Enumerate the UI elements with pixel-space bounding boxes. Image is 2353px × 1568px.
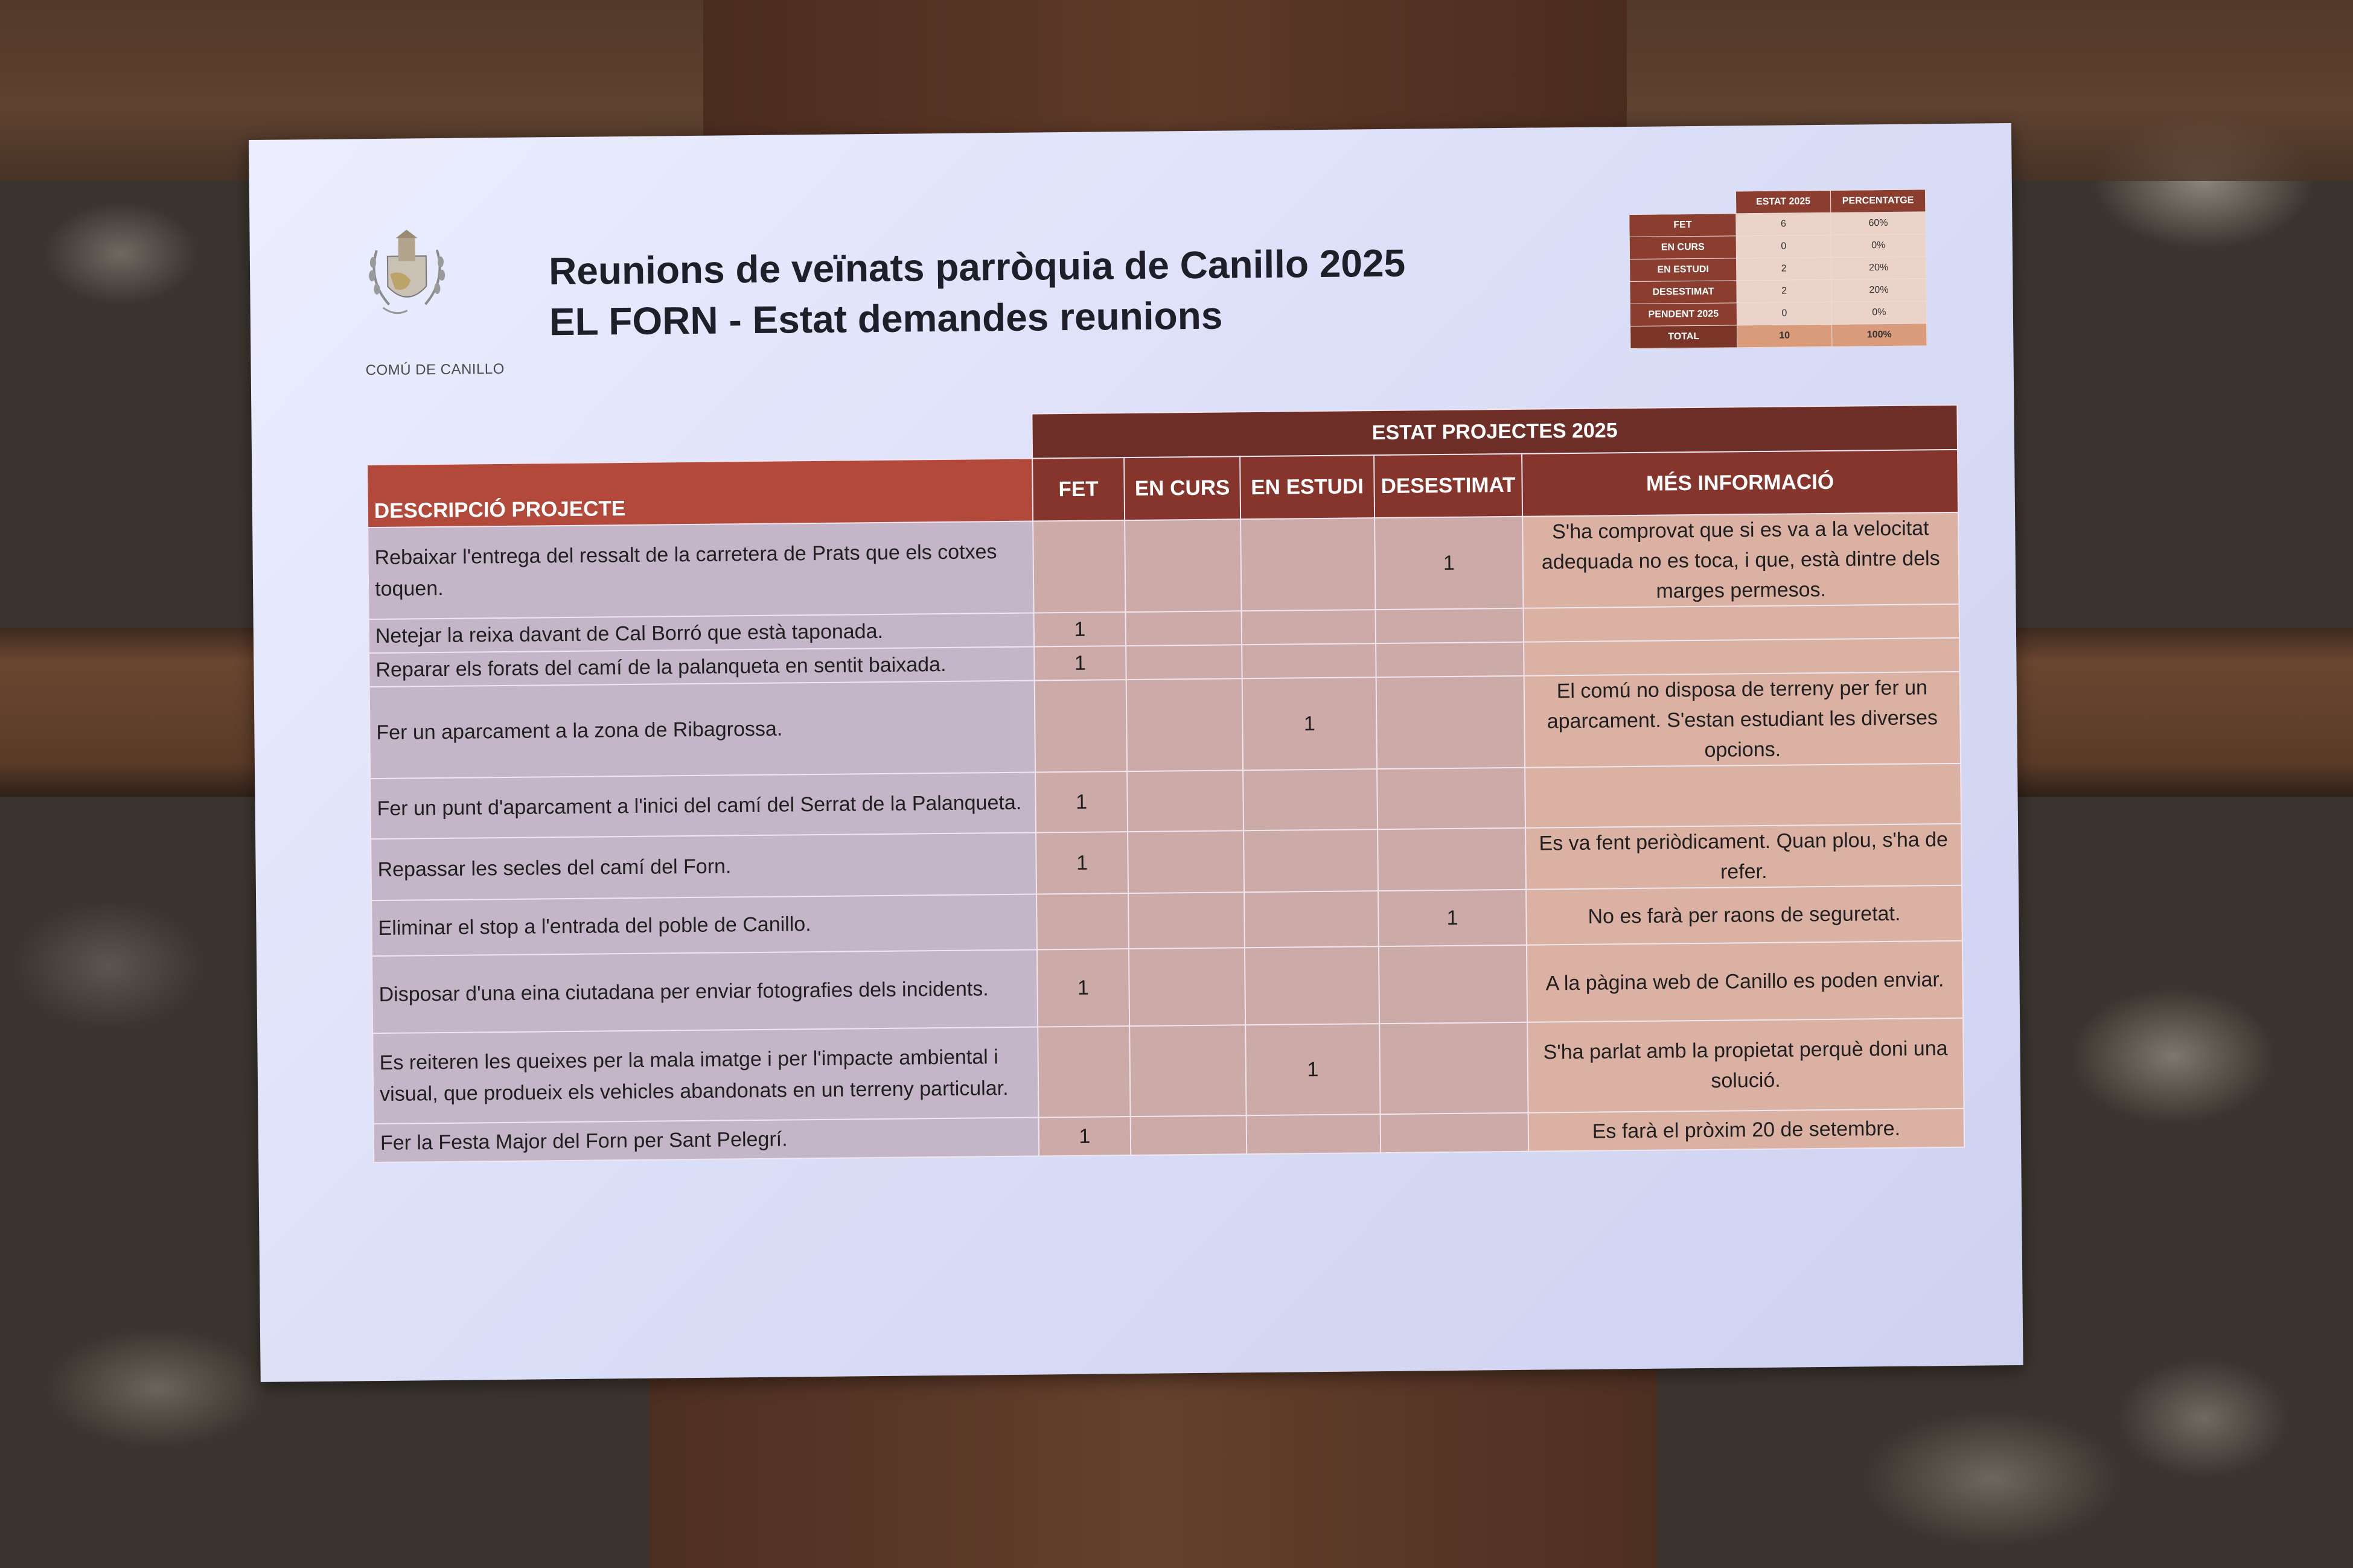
title-line-1: Reunions de veïnats parròquia de Canillo 2025 [548, 241, 1406, 293]
row-en-curs [1129, 948, 1245, 1026]
row-en-estudi [1242, 643, 1376, 678]
summary-row [1630, 279, 1926, 304]
summary-count: 0 [1737, 302, 1831, 325]
summary-row [1630, 301, 1926, 327]
row-en-curs [1126, 645, 1242, 680]
row-info [1524, 604, 1960, 642]
row-info: A la pàgina web de Canillo es poden enviar. [1527, 941, 1963, 1022]
row-fet [1036, 893, 1129, 949]
row-info: No es farà per raons de seguretat. [1526, 885, 1962, 945]
row-description: Netejar la reixa davant de Cal Borró que està taponada. [369, 613, 1034, 654]
summary-total-label: TOTAL [1630, 325, 1737, 349]
summary-count: 2 [1736, 257, 1831, 281]
summary-table [1629, 189, 1927, 349]
row-description: Disposar d'una eina ciutadana per enviar fotografies dels incidents. [372, 950, 1038, 1034]
rusted-post-bottom [649, 1370, 1657, 1568]
table-row [368, 512, 1959, 619]
summary-pct: 20% [1831, 279, 1926, 302]
row-fet: 1 [1037, 949, 1129, 1027]
column-header-info: MÉS INFORMACIÓ [1522, 450, 1958, 517]
row-en-estudi: 1 [1245, 1024, 1380, 1115]
row-desestimat [1376, 642, 1524, 677]
summary-pct: 0% [1831, 301, 1926, 325]
summary-total-pct: 100% [1832, 323, 1927, 347]
row-description: Eliminar el stop a l'entrada del poble de Canillo. [371, 894, 1037, 957]
row-desestimat: 1 [1378, 890, 1527, 946]
page-title [549, 238, 1406, 348]
summary-label: FET [1629, 214, 1736, 237]
row-en-estudi: 1 [1242, 677, 1377, 770]
canillo-coat-of-arms-icon [364, 226, 450, 323]
summary-header-count: ESTAT 2025 [1735, 190, 1830, 214]
table-row [372, 941, 1963, 1033]
summary-pct: 60% [1831, 212, 1926, 235]
row-desestimat [1376, 608, 1524, 643]
row-en-curs [1129, 1025, 1246, 1117]
summary-label: PENDENT 2025 [1630, 303, 1737, 327]
row-fet [1033, 520, 1125, 613]
row-en-curs [1127, 770, 1244, 832]
title-line-2: EL FORN - Estat demandes reunions [549, 293, 1223, 344]
row-desestimat [1376, 676, 1525, 769]
row-en-estudi [1247, 1114, 1381, 1154]
row-en-curs [1126, 611, 1242, 646]
row-desestimat [1381, 1113, 1529, 1153]
row-en-estudi [1242, 610, 1376, 645]
projects-table [366, 404, 1965, 1163]
row-en-estudi [1244, 891, 1379, 948]
row-description: Reparar els forats del camí de la palanqueta en sentit baixada. [369, 647, 1034, 687]
summary-pct: 20% [1831, 257, 1926, 280]
group-header: ESTAT PROJECTES 2025 [1032, 405, 1958, 459]
group-header-spacer [366, 414, 1032, 465]
row-desestimat: 1 [1374, 517, 1523, 610]
row-info: Es va fent periòdicament. Quan plou, s'ha de refer. [1525, 824, 1962, 890]
row-en-curs [1125, 519, 1241, 612]
row-description: Fer un aparcament a la zona de Ribagrossa. [369, 681, 1035, 779]
row-info: S'ha parlat amb la propietat perquè doni una solució. [1527, 1018, 1964, 1113]
row-en-curs [1131, 1115, 1247, 1155]
row-desestimat [1377, 768, 1525, 829]
row-fet: 1 [1039, 1117, 1131, 1156]
row-desestimat [1379, 1022, 1528, 1114]
column-header-desestimat: DESESTIMAT [1374, 454, 1522, 518]
row-en-estudi [1243, 769, 1378, 830]
column-header-en-estudi: EN ESTUDI [1240, 455, 1374, 519]
summary-pct: 0% [1831, 234, 1926, 258]
summary-corner [1629, 191, 1735, 215]
row-info: S'ha comprovat que si es va a la velocitat adequada no es toca, i que, està dintre dels marges permesos. [1522, 512, 1959, 608]
row-fet: 1 [1034, 612, 1126, 646]
summary-label: EN ESTUDI [1630, 258, 1737, 282]
row-description: Es reiteren les queixes per la mala imatge i per l'impacte ambiental i visual, que produeix els vehicles abandonats en un terreny particular. [372, 1027, 1038, 1124]
summary-total-count: 10 [1737, 324, 1832, 348]
summary-total-row [1630, 323, 1927, 349]
row-info [1525, 763, 1961, 828]
row-description: Rebaixar l'entrega del ressalt de la carretera de Prats que els cotxes toquen. [368, 521, 1033, 620]
summary-header-pct: PERCENTATGE [1830, 190, 1925, 213]
summary-label: EN CURS [1629, 236, 1736, 260]
row-info: El comú no disposa de terreny per fer un aparcament. S'estan estudiant les diverses opcions. [1524, 672, 1961, 768]
row-en-estudi [1240, 518, 1375, 611]
row-info: Es farà el pròxim 20 de setembre. [1528, 1109, 1965, 1152]
row-en-curs [1128, 830, 1244, 893]
row-en-estudi [1244, 829, 1378, 892]
table-row [369, 672, 1961, 779]
org-name: COMÚ DE CANILLO [365, 360, 505, 379]
summary-count: 0 [1736, 235, 1831, 258]
column-header-fet: FET [1032, 457, 1125, 521]
column-header-desc: DESCRIPCIÓ PROJECTE [367, 459, 1033, 528]
row-en-curs [1126, 678, 1243, 771]
row-description: Fer un punt d'aparcament a l'inici del camí del Serrat de la Palanqueta. [370, 773, 1036, 840]
column-header-en-curs: EN CURS [1124, 456, 1240, 520]
poster-board [249, 123, 2023, 1382]
row-fet [1038, 1026, 1130, 1117]
summary-row [1629, 212, 1926, 237]
row-description: Repassar les secles del camí del Forn. [371, 833, 1036, 901]
row-description: Fer la Festa Major del Forn per Sant Pelegrí. [374, 1118, 1039, 1163]
summary-header-row [1629, 190, 1925, 215]
summary-count: 6 [1736, 212, 1831, 236]
summary-count: 2 [1737, 279, 1831, 303]
row-en-estudi [1245, 946, 1379, 1025]
row-en-curs [1128, 892, 1245, 949]
row-info [1524, 638, 1960, 676]
summary-row [1629, 234, 1926, 260]
row-desestimat [1378, 828, 1526, 891]
row-fet: 1 [1035, 771, 1128, 832]
row-fet: 1 [1036, 832, 1128, 894]
row-fet [1035, 680, 1127, 772]
table-row [372, 1018, 1964, 1124]
summary-label: DESESTIMAT [1630, 281, 1737, 304]
row-fet: 1 [1034, 646, 1126, 680]
row-desestimat [1379, 945, 1527, 1024]
summary-row [1630, 257, 1926, 282]
